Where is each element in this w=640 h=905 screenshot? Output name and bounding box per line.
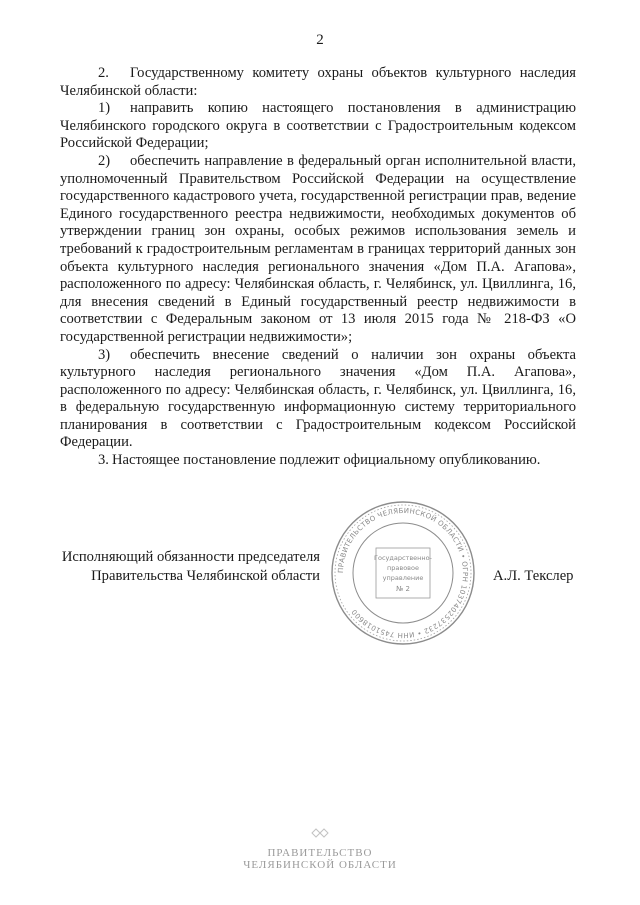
- official-seal: [328, 498, 478, 648]
- paragraph-text: Государственному комитету охраны объектов культурного наследия Челябинской области:: [60, 65, 576, 99]
- coat-of-arms-icon: [0, 826, 640, 842]
- signatory-position-line2: Правительства Челябинской области: [91, 568, 320, 584]
- paragraph-item-3: [60, 452, 576, 470]
- subparagraph-3: [60, 347, 576, 453]
- document-body: [60, 65, 576, 470]
- paragraph-text: обеспечить внесение сведений о наличии зон охраны объекта культурного наследия регионального значения «Дом П.А. Агапова», расположенного по адресу: Челябинская область, г. Челябинск, ул. Цвиллинга, 16, в федеральную государственную информационную систему территориального планирования в соответствии с Градостроительным кодексом Российской Федерации.: [60, 346, 576, 451]
- paragraph-number: 2.: [98, 65, 109, 81]
- paragraph-number: 3.: [98, 452, 109, 469]
- seal-center-line3: управление: [382, 574, 424, 582]
- paragraph-text: обеспечить направление в федеральный орган исполнительной власти, уполномоченный Правительством Российской Федерации на осуществление государственного кадастрового учета, государственной регистрации прав, ведение Единого государственного реестра недвижимости, необходимых документов об утверждении границ зон охраны, особых режимов использования земель и требований к градостроительным регламентам в границах территорий данных зон объекта культурного наследия регионального значения «Дом П.А. Агапова», расположенного по адресу: Челябинская область, г. Челябинск, ул. Цвиллинга, 16, для внесения сведений в Единый государственный реестр недвижимости в соответствии с Федеральным законом от 13 июля 2015 года № 218-ФЗ «О государственной регистрации недвижимости»;: [60, 152, 576, 345]
- svg-text:ПРАВИТЕЛЬСТВО ЧЕЛЯБИНСКОЙ ОБЛА: [337, 507, 469, 639]
- subparagraph-2: [60, 153, 576, 347]
- seal-center-line4: № 2: [396, 585, 410, 593]
- paragraph-number: 2): [98, 152, 111, 169]
- paragraph-item-2: [60, 65, 576, 100]
- signatory-name: А.Л. Текслер: [493, 568, 574, 584]
- signatory-position: [60, 548, 320, 586]
- paragraph-text: направить копию настоящего постановления в администрацию Челябинского городского округа в соответствии с Градостроительным кодексом Российской Федерации;: [60, 100, 576, 152]
- footer-issuer-line2: ЧЕЛЯБИНСКОЙ ОБЛАСТИ: [243, 859, 397, 871]
- page-number: 2: [316, 32, 324, 48]
- seal-ring-text: ПРАВИТЕЛЬСТВО ЧЕЛЯБИНСКОЙ ОБЛАСТИ • ОГРН 1037402537232 • ИНН 7451018600: [336, 506, 470, 640]
- paragraph-number: 3): [98, 346, 111, 363]
- seal-center-line1: Государственно-: [374, 554, 432, 562]
- signatory-position-line1: Исполняющий обязанности председателя: [61, 549, 320, 565]
- paragraph-number: 1): [98, 100, 111, 117]
- footer-issuer-line1: ПРАВИТЕЛЬСТВО: [267, 847, 373, 859]
- subparagraph-1: [60, 100, 576, 153]
- paragraph-text: Настоящее постановление подлежит официальному опубликованию.: [112, 452, 541, 469]
- seal-center-line2: правовое: [387, 564, 419, 572]
